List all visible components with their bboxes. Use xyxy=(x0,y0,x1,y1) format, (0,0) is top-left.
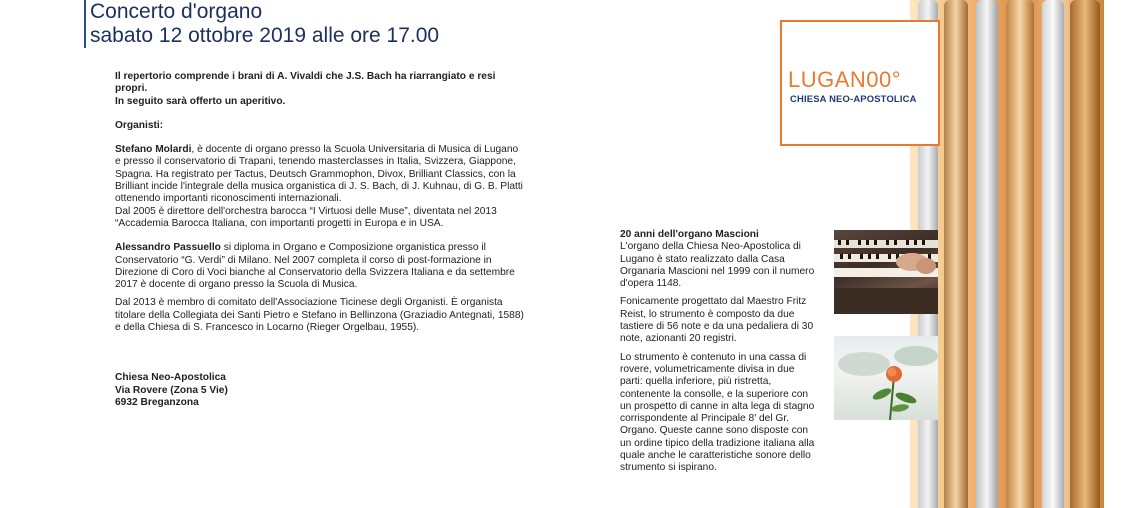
right-margin xyxy=(1104,0,1138,508)
logo-wordmark: LUGAN00° xyxy=(788,67,902,92)
concert-date: sabato 12 ottobre 2019 alle ore 17.00 xyxy=(90,24,440,47)
logo-subtitle: CHIESA NEO-APOSTOLICA xyxy=(790,93,917,104)
organ-keyboard-photo xyxy=(834,230,938,314)
organists-heading: Organisti: xyxy=(115,119,164,131)
organ-paragraph-2: Fonicamente progettato dal Maestro Fritz Reist, lo strumento è composto da due tastiere di 56 note e da una pedaliera di 30 note, azionanti 20 registri. xyxy=(620,296,814,345)
molardi-bio xyxy=(115,144,525,205)
intro-paragraph: Il repertorio comprende i brani di A. Vivaldi che J.S. Bach ha riarrangiato e resi propri. xyxy=(115,71,496,95)
molardi-name: Stefano Molardi xyxy=(115,144,192,156)
rose-photo xyxy=(834,336,938,420)
lugano-logo xyxy=(780,20,940,146)
organ-paragraph-1: L'organo della Chiesa Neo-Apostolica di Lugano è stato realizzato dalla Casa Organaria Mascioni nel 1999 con il numero d'opera 1148. xyxy=(620,241,815,290)
left-column xyxy=(115,71,525,409)
address-line-3: 6932 Breganzona xyxy=(115,396,199,408)
title-block xyxy=(84,0,530,48)
molardi-text: , è docente di organo presso la Scuola Universitaria di Musica di Lugano e presso il conservatorio di Trapani, tenendo masterclasses in Italia, Svizzera, Giappone, Spagna. Ha registrato per Tactus, Deutsch Grammophon, Divox, Brilliant Classics, con la Brilliant incide l'integrale della musica organistica di J. S. Bach, di J. Kuhnau, di G. B. Platti ottenendo importanti riconoscimenti internazionali. xyxy=(115,144,523,205)
aperitivo-note: In seguito sarà offerto un aperitivo. xyxy=(115,95,286,107)
passuello-text: si diploma in Organo e Composizione organistica presso il Conservatorio “G. Verdi” di Milano. Nel 2007 completa il corso di post-formazione in Direzione di Coro di Voci bianche al Conservatorio della Svizzera Italiana e da settembre 2017 è docente di organo presso la Scuola di Musica. xyxy=(115,242,515,291)
organ-info-column xyxy=(620,229,818,475)
organ-paragraph-3: Lo strumento è contenuto in una cassa di rovere, volumetricamente divisa in due parti: quella inferiore, più ristretta, contenente la consolle, e la superiore con un prospetto di canne in alta lega di stagno corrispondente al Principale 8' del Gr. Organo. Queste canne sono disposte con un ordine tipico della tradizione italiana alla quale anche le caratteristiche sonore dello strumento si ispirano. xyxy=(620,351,815,474)
passuello-bio xyxy=(115,242,525,291)
address-line-1: Chiesa Neo-Apostolica xyxy=(115,372,226,384)
organ-heading: 20 anni dell'organo Mascioni xyxy=(620,229,759,240)
concert-title: Concerto d'organo xyxy=(90,0,263,23)
molardi-bio-2: Dal 2005 è direttore dell'orchestra barocca “I Virtuosi delle Muse”, diventata nel 2013 “Accademia Barocca Italiana, con importanti progetti in Europa e in USA. xyxy=(115,205,497,229)
passuello-bio-2: Dal 2013 è membro di comitato dell'Associazione Ticinese degli Organisti. È organista titolare della Collegiata dei Santi Pietro e Stefano in Bellinzona (Graziadio Antegnati, 1588) e della Chiesa di S. Francesco in Locarno (Rieger Orgelbau, 1955). xyxy=(115,297,524,334)
passuello-name: Alessandro Passuello xyxy=(115,242,221,254)
address-line-2: Via Rovere (Zona 5 Vie) xyxy=(115,384,228,396)
